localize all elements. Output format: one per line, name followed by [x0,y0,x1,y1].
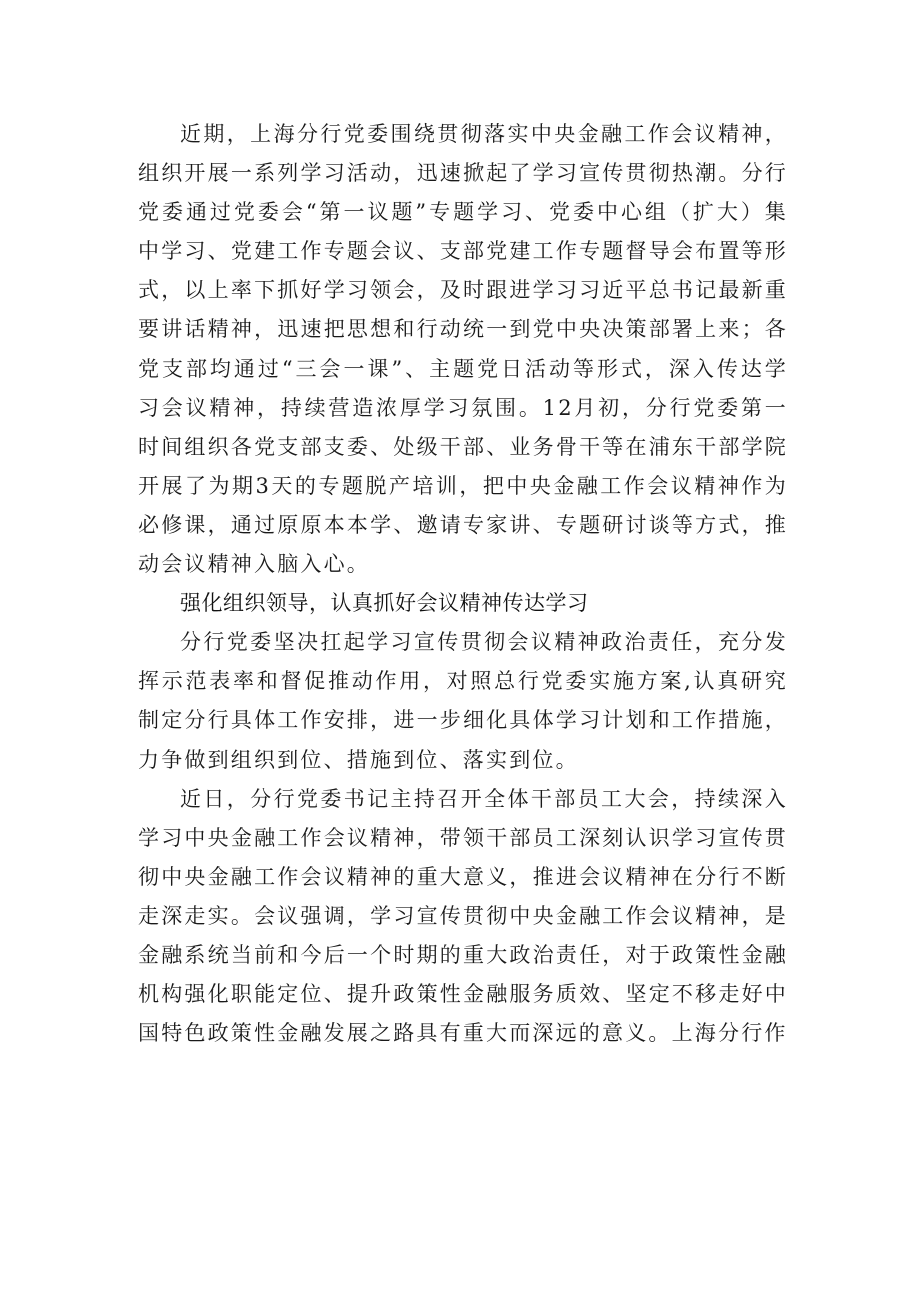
paragraph-meeting: 近日，分行党委书记主持召开全体干部员工大会，持续深入学习中央金融工作会议精神，带领干部员工深刻认识学习宣传贯彻中央金融工作会议精神的重大意义，推进会议精神在分行不断走深走实。会议强调，学习宣传贯彻中央金融工作会议精神，是金融系统当前和今后一个时期的重大政治责任，对于政策性金融机构强化职能定位、提升政策性金融服务质效、坚定不移走好中国特色政策性金融发展之路具有重大而深远的意义。上海分行作 [138,786,788,1046]
paragraph-intro: 近期，上海分行党委围绕贯彻落实中央金融工作会议精神，组织开展一系列学习活动，迅速掀起了学习宣传贯彻热潮。分行党委通过党委会“第一议题”专题学习、党委中心组（扩大）集中学习、党建工作专题会议、支部党建工作专题督导会布置等形式，以上率下抓好学习领会，及时跟进学习习近平总书记最新重要讲话精神，迅速把思想和行动统一到党中央决策部署上来；各党支部均通过“三会一课”、主题党日活动等形式，深入传达学习会议精神，持续营造浓厚学习氛围。12月初，分行党委第一时间组织各党支部支委、处级干部、业务骨干等在浦东干部学院开展了为期3天的专题脱产培训，把中央金融工作会议精神作为必修课，通过原原本本学、邀请专家讲、专题研讨谈等方式，推动会议精神入脑入心。 [138,122,788,577]
section-heading: 强化组织领导，认真抓好会议精神传达学习 [180,591,589,616]
document-body [138,115,788,1053]
paragraph-organization: 分行党委坚决扛起学习宣传贯彻会议精神政治责任，充分发挥示范表率和督促推动作用，对照总行党委实施方案,认真研究制定分行具体工作安排，进一步细化具体学习计划和工作措施，力争做到组织到位、措施到位、落实到位。 [138,630,788,772]
